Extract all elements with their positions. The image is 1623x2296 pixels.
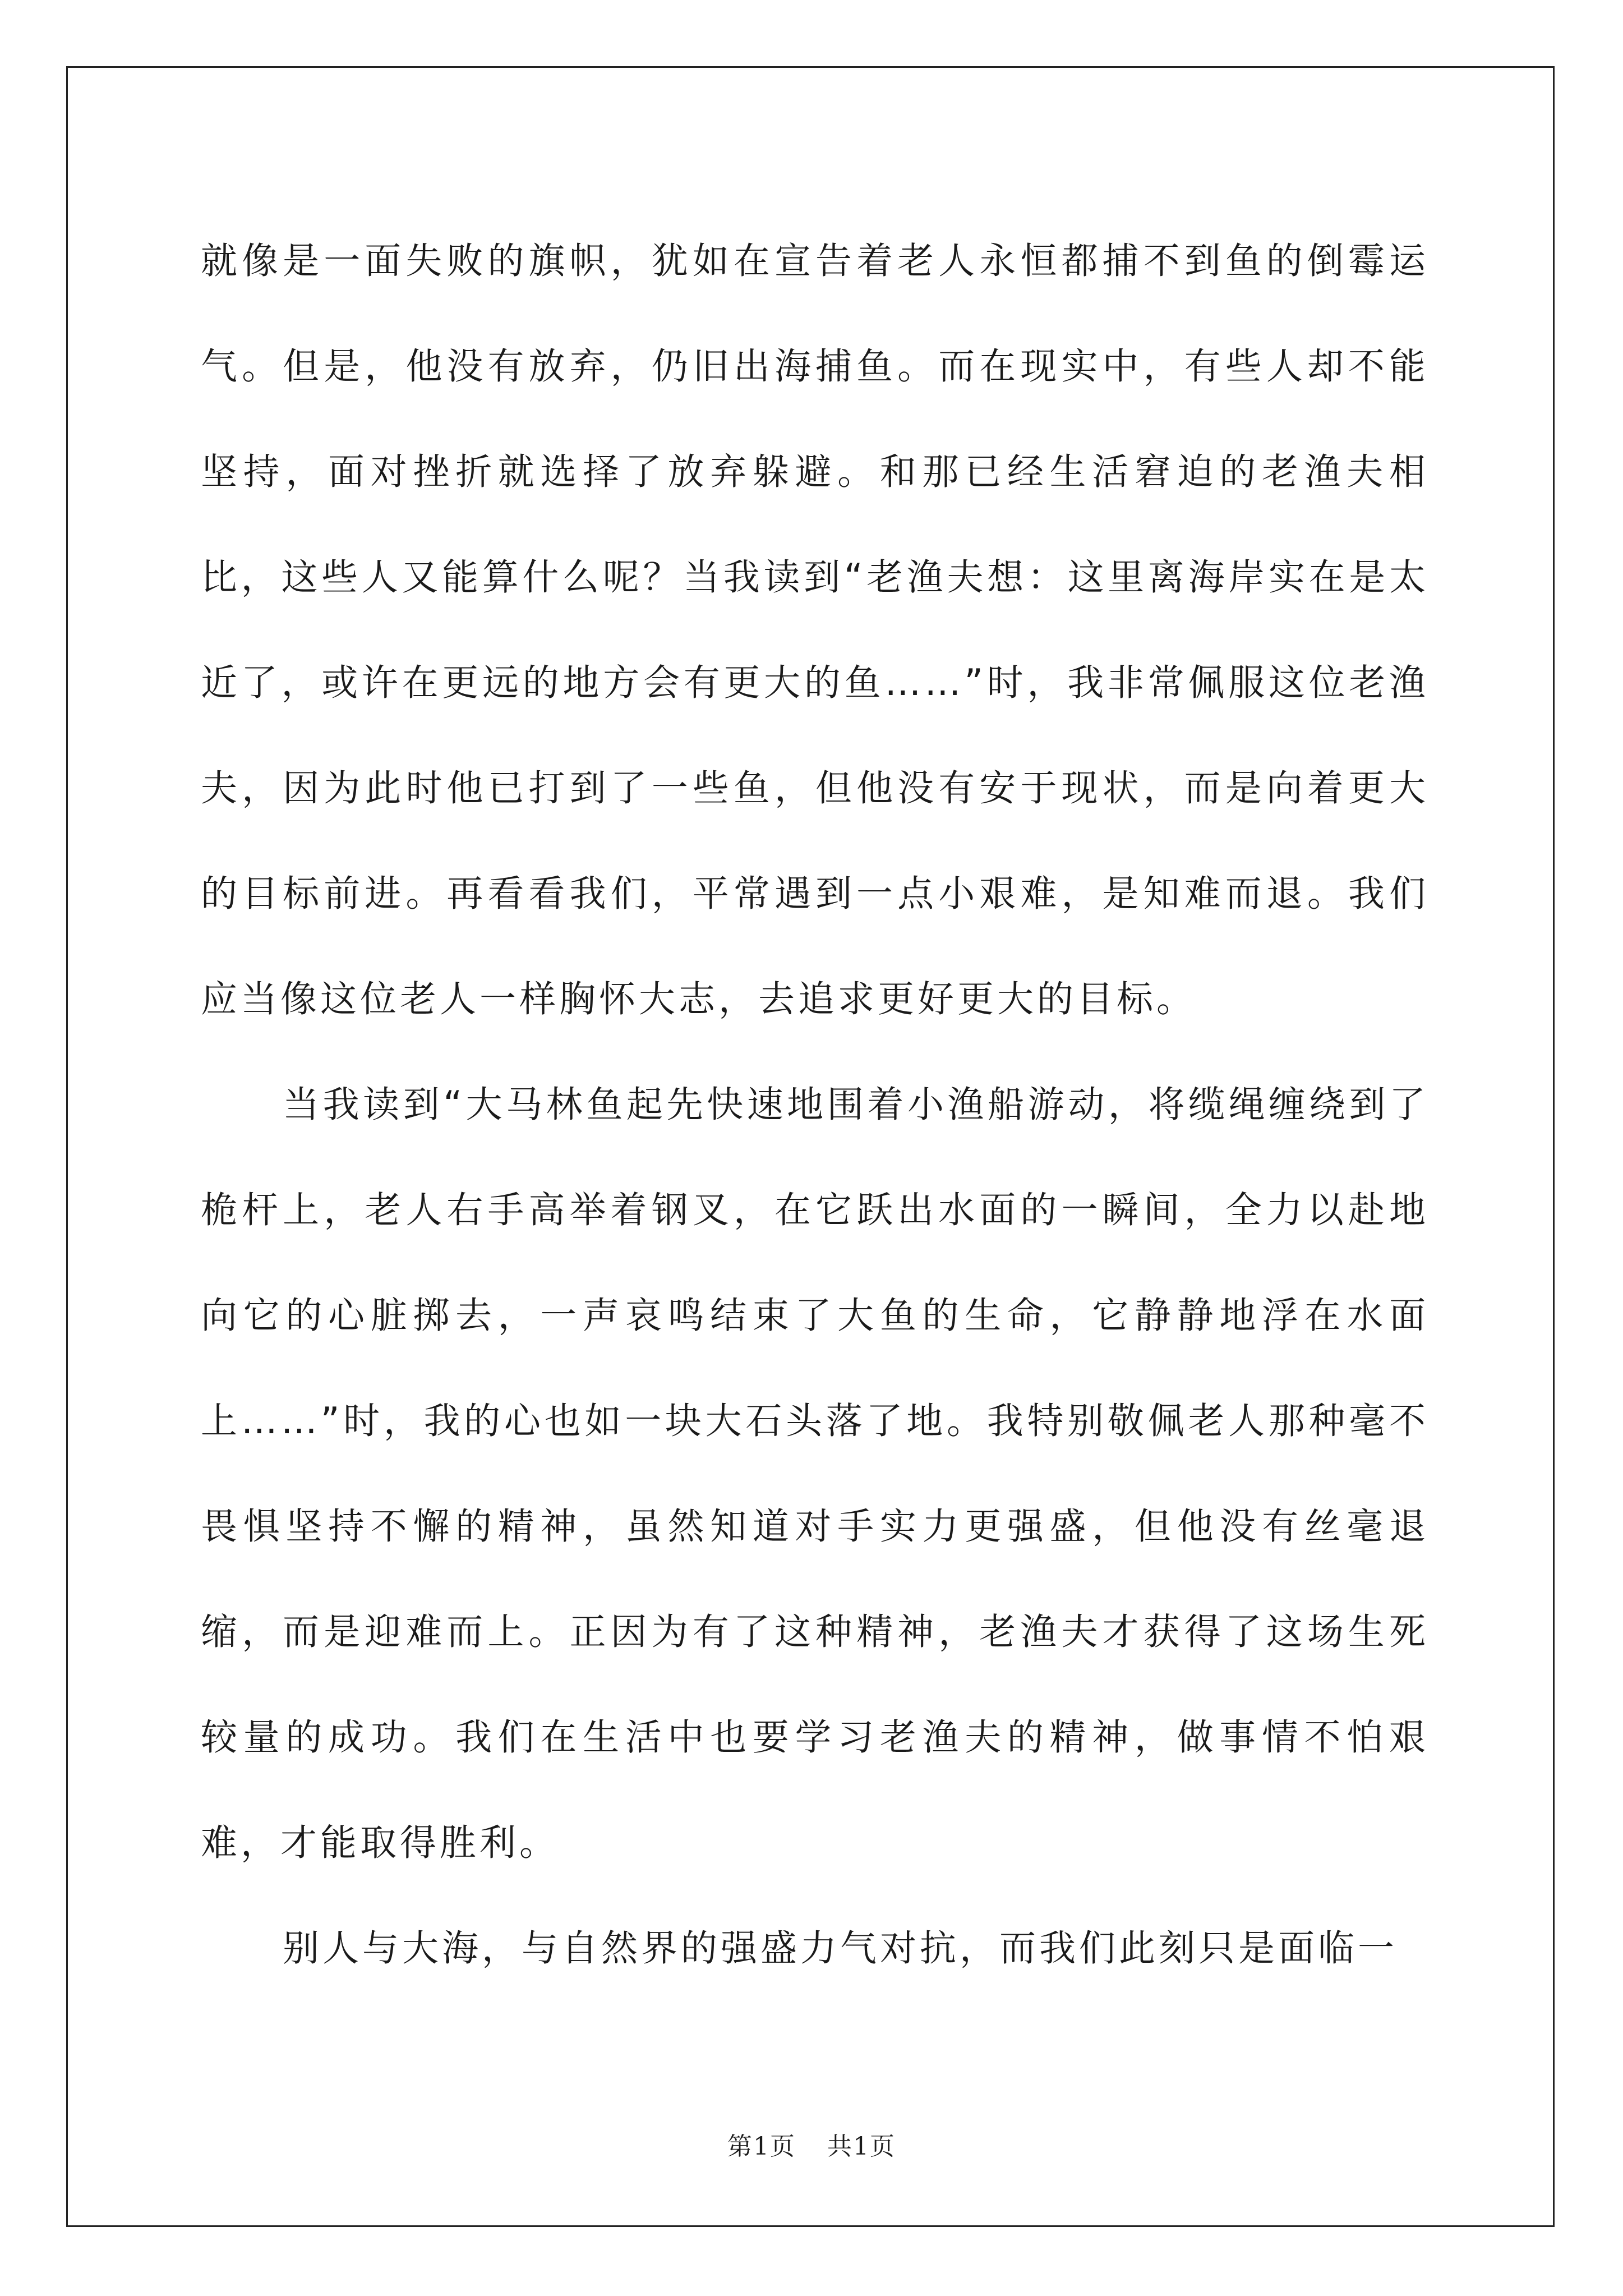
page-total: 共1页 [827, 2132, 896, 2161]
paragraph-3: 别人与大海，与自然界的强盛力气对抗，而我们此刻只是面临一 [283, 1927, 1398, 1970]
paragraph-1: 就像是一面失败的旗帜，犹如在宣告着老人永恒都捕不到鱼的倒霉运气。但是，他没有放弃，仍旧出海捕鱼。而在现实中，有些人却不能坚持，面对挫折就选择了放弃躲避。和那已经生活窘迫的老渔夫相比，这些人又能算什么呢？当我读到“老渔夫想：这里离海岸实在是太近了，或许在更远的地方会有更大的鱼……”时，我非常佩服这位老渔夫，因为此时他已打到了一些鱼，但他没有安于现状，而是向着更大的目标前进。再看看我们，平常遇到一点小艰难，是知难而退。我们应当像这位老人一样胸怀大志，去追求更好更大的目标。 [201, 240, 1429, 1020]
page-number: 第1页 [727, 2132, 796, 2161]
paragraph-2: 当我读到“大马林鱼起先快速地围着小渔船游动，将缆绳缠绕到了桅杆上，老人右手高举着钢叉，在它跃出水面的一瞬间，全力以赴地向它的心脏掷去，一声哀鸣结束了大鱼的生命，它静静地浮在水面上……”时，我的心也如一块大石头落了地。我特别敬佩老人那种毫不畏惧坚持不懈的精神，虽然知道对手实力更强盛，但他没有丝毫退缩，而是迎难而上。正因为有了这种精神，老渔夫才获得了这场生死较量的成功。我们在生活中也要学习老渔夫的精神，做事情不怕艰难，才能取得胜利。 [201, 1084, 1429, 1864]
document-body [201, 209, 1429, 2001]
page-footer [0, 2126, 1623, 2162]
